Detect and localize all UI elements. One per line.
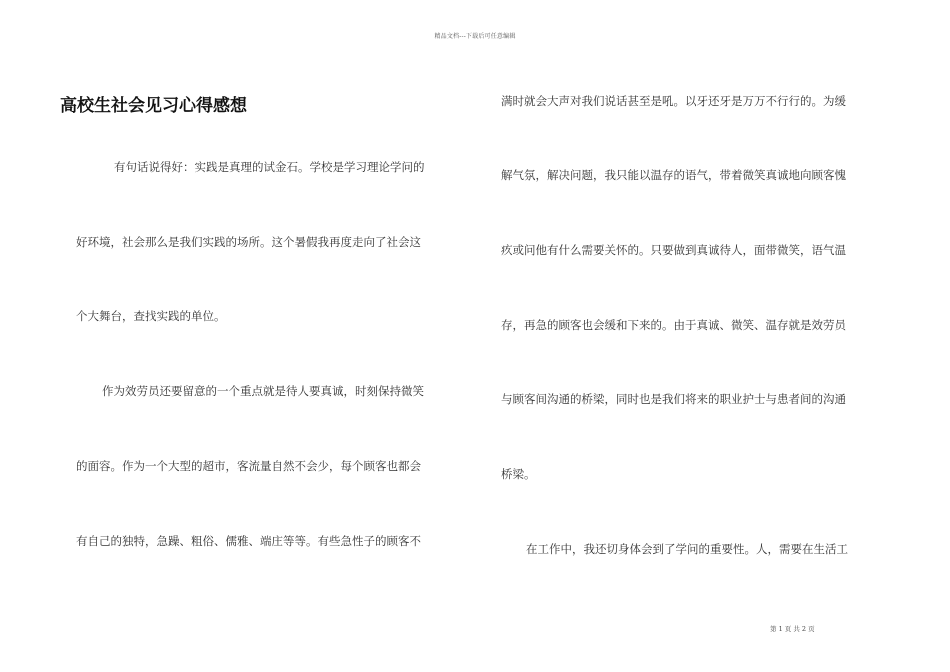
text-line: 解气氛，解决问题，我只能以温存的语气，带着微笑真诚地向顾客愧 — [501, 168, 846, 182]
text-line: 满时就会大声对我们说话甚至是吼。以牙还牙是万万不行行的。为缓 — [501, 94, 846, 108]
text-line: 个大舞台，查找实践的单位。 — [76, 309, 226, 323]
text-line: 的面容。作为一个大型的超市，客流量自然不会少，每个顾客也都会 — [76, 459, 421, 473]
text-line: 桥梁。 — [501, 467, 536, 481]
header-note: 精品文档---下载后可任意编辑 — [434, 33, 516, 40]
text-line: 在工作中，我还切身体会到了学问的重要性。人，需要在生活工 — [526, 542, 848, 556]
text-line: 与顾客间沟通的桥梁，同时也是我们将来的职业护士与患者间的沟通 — [501, 392, 846, 406]
text-line: 有自己的独特，急躁、粗俗、儒雅、端庄等等。有些急性子的顾客不 — [76, 534, 421, 548]
text-line: 疚或问他有什么需要关怀的。只要做到真诚待人，面带微笑，语气温 — [501, 243, 846, 257]
document-title: 高校生社会见习心得感想 — [60, 96, 247, 116]
text-line: 有句话说得好：实践是真理的试金石。学校是学习理论学问的 — [114, 160, 425, 174]
text-line: 作为效劳员还要留意的一个重点就是待人要真诚，时刻保持微笑 — [102, 384, 424, 398]
text-line: 存，再急的顾客也会缓和下来的。由于真诚、微笑、温存就是效劳员 — [501, 318, 846, 332]
page-number: 第 1 页 共 2 页 — [770, 625, 815, 633]
text-line: 好环境，社会那么是我们实践的场所。这个暑假我再度走向了社会这 — [76, 235, 421, 249]
